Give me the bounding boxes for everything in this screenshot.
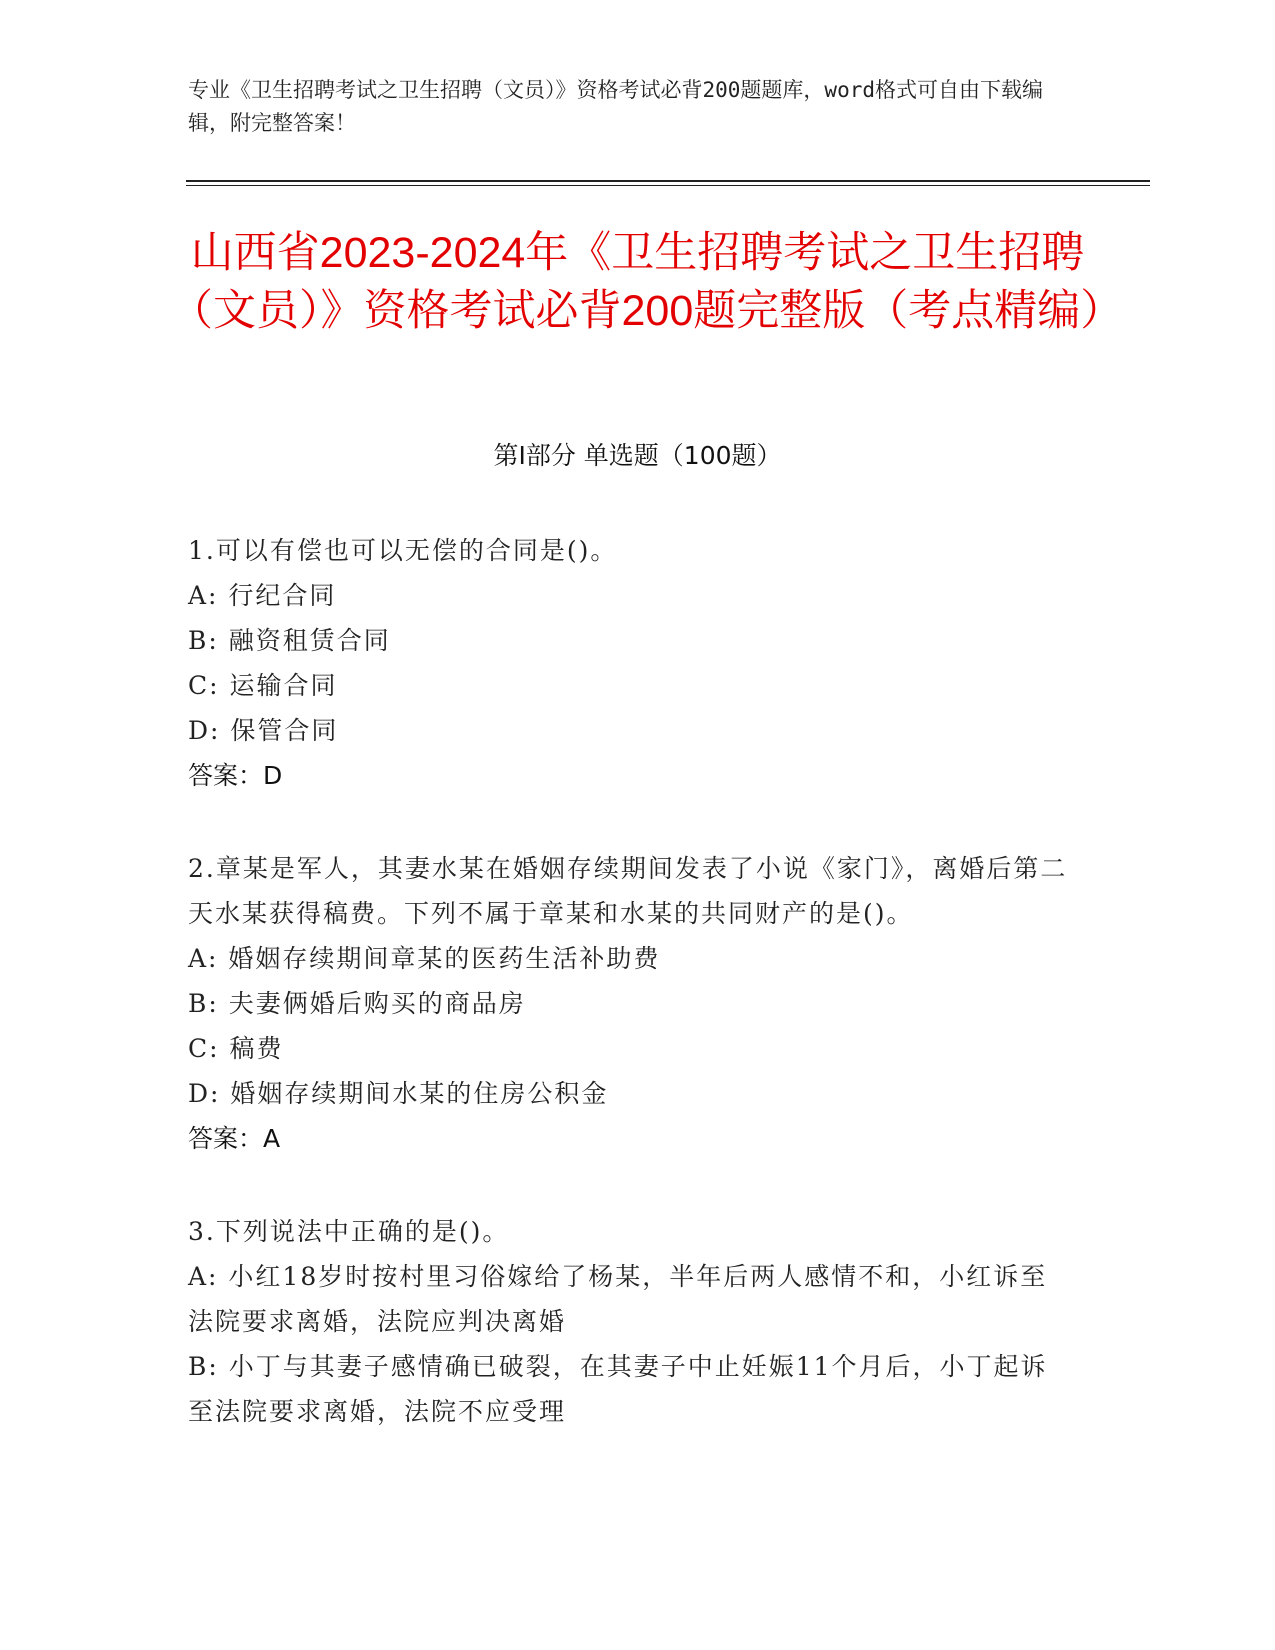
question-stem: 2.章某是军人，其妻水某在婚姻存续期间发表了小说《家门》，离婚后第二天水某获得稿费。下列不属于章某和水某的共同财产的是()。 [188,854,1068,928]
section-heading: 第Ⅰ部分 单选题（100题） [493,441,782,470]
option-d: D: 婚姻存续期间水某的住房公积金 [188,1079,609,1108]
question-stem: 3.下列说法中正确的是()。 [188,1217,510,1246]
header-divider-thick [186,180,1150,182]
answer-line: 答案：A [188,1124,281,1153]
header-note: 专业《卫生招聘考试之卫生招聘（文员）》资格考试必背200题题库，word格式可自由下载编辑，附完整答案！ [188,78,1043,135]
option-a: A: 婚姻存续期间章某的医药生活补助费 [188,944,661,973]
question-1 [188,528,1068,798]
question-3 [188,1209,1068,1434]
answer-line: 答案：D [188,761,283,790]
question-stem: 1.可以有偿也可以无偿的合同是()。 [188,536,618,565]
option-b: B: 融资租赁合同 [188,626,391,655]
document-title: 山西省2023-2024年《卫生招聘考试之卫生招聘（文员）》资格考试必背200题完整版（考点精编） [170,229,1124,335]
option-c: C: 稿费 [188,1034,284,1063]
option-a: A: 小红18岁时按村里习俗嫁给了杨某，半年后两人感情不和，小红诉至法院要求离婚，法院应判决离婚 [188,1262,1048,1336]
question-list [188,528,1068,1482]
option-d: D: 保管合同 [188,716,339,745]
question-2 [188,846,1068,1161]
header-divider-thin [186,185,1150,186]
option-a: A: 行纪合同 [188,581,337,610]
option-b: B: 小丁与其妻子感情确已破裂，在其妻子中止妊娠11个月后，小丁起诉至法院要求离婚，法院不应受理 [188,1352,1048,1426]
option-c: C: 运输合同 [188,671,338,700]
option-b: B: 夫妻俩婚后购买的商品房 [188,989,526,1018]
